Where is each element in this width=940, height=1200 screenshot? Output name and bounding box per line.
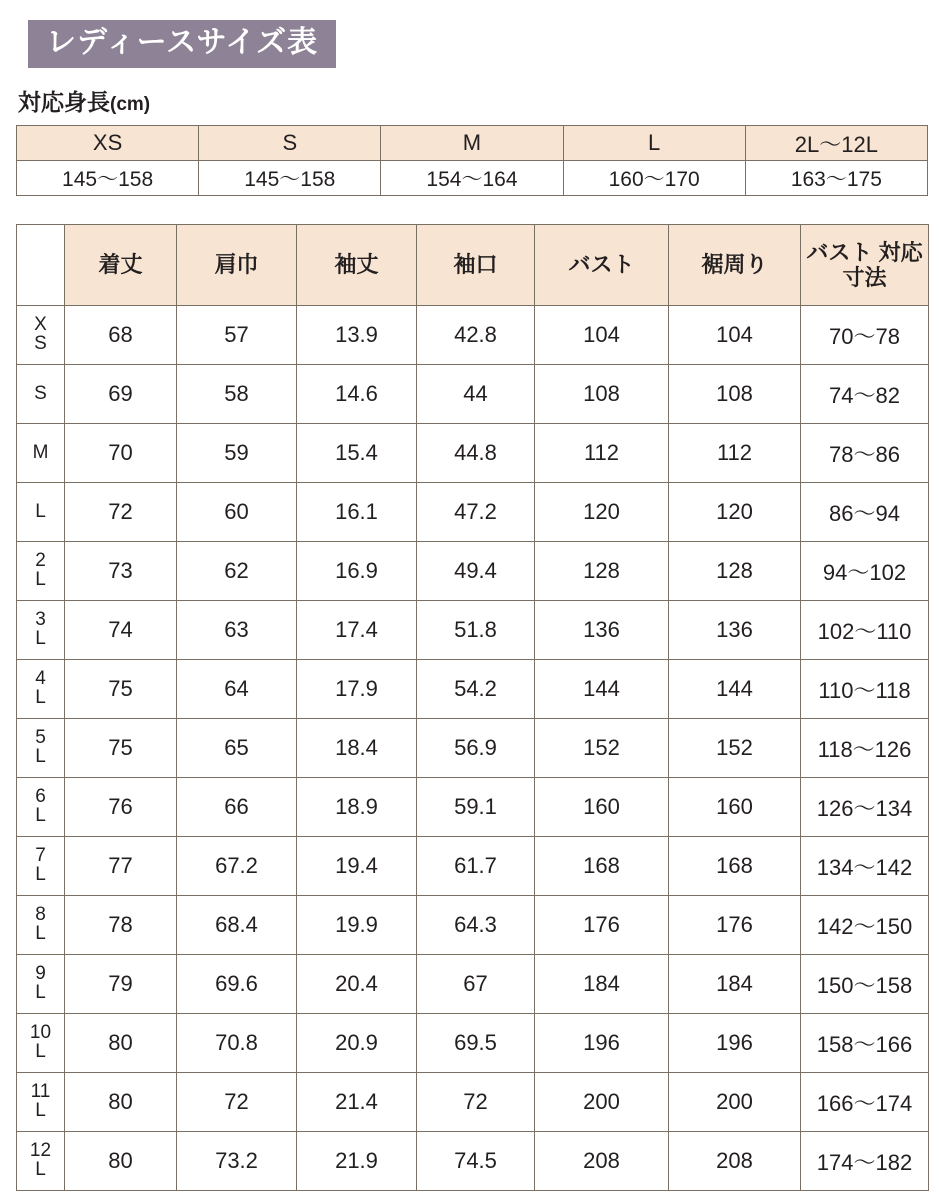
cell-hem: 160 [669, 778, 801, 837]
row-size-label [17, 660, 65, 719]
cell-shoulder: 64 [177, 660, 297, 719]
height-table-value-row [17, 161, 928, 196]
cell-length: 80 [65, 1132, 177, 1191]
cell-cuff: 44 [417, 365, 535, 424]
row-size-label-line1: 6 [35, 786, 46, 808]
row-size-label [17, 837, 65, 896]
row-size-label [17, 306, 65, 365]
cell-length: 69 [65, 365, 177, 424]
cell-hem: 208 [669, 1132, 801, 1191]
cell-length: 74 [65, 601, 177, 660]
cell-shoulder: 72 [177, 1073, 297, 1132]
cell-shoulder: 70.8 [177, 1014, 297, 1073]
cell-sleeve-length: 15.4 [297, 424, 417, 483]
cell-hem: 196 [669, 1014, 801, 1073]
row-size-label [17, 542, 65, 601]
table-row [17, 837, 929, 896]
cell-bust-fit-range: 110〜118 [801, 660, 929, 719]
cell-shoulder: 65 [177, 719, 297, 778]
cell-bust-fit-range: 102〜110 [801, 601, 929, 660]
cell-length: 72 [65, 483, 177, 542]
table-row [17, 1073, 929, 1132]
cell-bust: 108 [535, 365, 669, 424]
table-row [17, 719, 929, 778]
cell-bust-fit-range: 158〜166 [801, 1014, 929, 1073]
cell-sleeve-length: 17.9 [297, 660, 417, 719]
cell-sleeve-length: 16.9 [297, 542, 417, 601]
measurement-corner-cell [17, 225, 65, 306]
cell-shoulder: 67.2 [177, 837, 297, 896]
cell-hem: 128 [669, 542, 801, 601]
cell-bust: 104 [535, 306, 669, 365]
height-value-l: 160〜170 [563, 161, 745, 196]
row-size-label-line2: L [35, 1041, 46, 1062]
cell-bust: 128 [535, 542, 669, 601]
height-value-2l-12l: 163〜175 [745, 161, 927, 196]
table-row [17, 365, 929, 424]
col-header-bust-fit-range-line2: 対応寸法 [842, 239, 923, 290]
cell-hem: 152 [669, 719, 801, 778]
row-size-label [17, 601, 65, 660]
cell-hem: 184 [669, 955, 801, 1014]
cell-shoulder: 63 [177, 601, 297, 660]
cell-cuff: 74.5 [417, 1132, 535, 1191]
cell-bust: 176 [535, 896, 669, 955]
cell-bust: 168 [535, 837, 669, 896]
row-size-label-line1: 2 [35, 550, 46, 572]
row-size-label-line1: 10 [29, 1022, 52, 1044]
col-header-hem: 裾周り [669, 225, 801, 306]
cell-length: 79 [65, 955, 177, 1014]
table-row [17, 955, 929, 1014]
cell-shoulder: 57 [177, 306, 297, 365]
row-size-label-line1: 8 [35, 904, 46, 926]
cell-cuff: 47.2 [417, 483, 535, 542]
cell-hem: 136 [669, 601, 801, 660]
row-size-label-line2: L [35, 628, 46, 649]
measurement-table [16, 224, 929, 1191]
cell-cuff: 67 [417, 955, 535, 1014]
cell-length: 78 [65, 896, 177, 955]
cell-bust: 160 [535, 778, 669, 837]
table-row [17, 601, 929, 660]
cell-length: 77 [65, 837, 177, 896]
cell-bust: 152 [535, 719, 669, 778]
height-table [16, 125, 928, 196]
cell-sleeve-length: 13.9 [297, 306, 417, 365]
height-section-heading [18, 84, 926, 117]
row-size-label [17, 778, 65, 837]
cell-hem: 168 [669, 837, 801, 896]
cell-cuff: 42.8 [417, 306, 535, 365]
table-row [17, 424, 929, 483]
cell-cuff: 64.3 [417, 896, 535, 955]
cell-sleeve-length: 18.9 [297, 778, 417, 837]
cell-cuff: 51.8 [417, 601, 535, 660]
cell-hem: 112 [669, 424, 801, 483]
table-row [17, 306, 929, 365]
cell-sleeve-length: 20.4 [297, 955, 417, 1014]
cell-cuff: 49.4 [417, 542, 535, 601]
row-size-label-line1: 5 [35, 727, 46, 749]
cell-sleeve-length: 18.4 [297, 719, 417, 778]
row-size-label-line2: L [35, 864, 46, 885]
height-col-m: M [381, 126, 563, 161]
col-header-length: 着丈 [65, 225, 177, 306]
cell-bust-fit-range: 126〜134 [801, 778, 929, 837]
cell-cuff: 44.8 [417, 424, 535, 483]
cell-cuff: 54.2 [417, 660, 535, 719]
cell-shoulder: 58 [177, 365, 297, 424]
table-row [17, 483, 929, 542]
cell-bust: 184 [535, 955, 669, 1014]
cell-shoulder: 60 [177, 483, 297, 542]
cell-shoulder: 69.6 [177, 955, 297, 1014]
col-header-bust-fit-range-line1: バスト [806, 239, 873, 265]
cell-bust: 208 [535, 1132, 669, 1191]
cell-bust-fit-range: 174〜182 [801, 1132, 929, 1191]
cell-hem: 144 [669, 660, 801, 719]
cell-bust: 136 [535, 601, 669, 660]
cell-length: 68 [65, 306, 177, 365]
cell-cuff: 72 [417, 1073, 535, 1132]
row-size-label-line2: L [35, 805, 46, 826]
cell-hem: 176 [669, 896, 801, 955]
cell-shoulder: 73.2 [177, 1132, 297, 1191]
height-value-xs: 145〜158 [17, 161, 199, 196]
row-size-label-line2: L [35, 569, 46, 590]
row-size-label [17, 483, 65, 542]
cell-shoulder: 68.4 [177, 896, 297, 955]
height-col-xs: XS [17, 126, 199, 161]
row-size-label-line2: L [35, 1159, 46, 1180]
table-row [17, 778, 929, 837]
height-section-heading-text: 対応身長 [18, 89, 110, 115]
row-size-label-line1: 3 [35, 609, 46, 631]
cell-bust-fit-range: 142〜150 [801, 896, 929, 955]
height-col-s: S [199, 126, 381, 161]
cell-sleeve-length: 17.4 [297, 601, 417, 660]
cell-sleeve-length: 14.6 [297, 365, 417, 424]
height-table-header-row [17, 126, 928, 161]
cell-cuff: 69.5 [417, 1014, 535, 1073]
row-size-label-line2: L [35, 982, 46, 1003]
cell-sleeve-length: 19.9 [297, 896, 417, 955]
cell-sleeve-length: 19.4 [297, 837, 417, 896]
cell-sleeve-length: 20.9 [297, 1014, 417, 1073]
cell-sleeve-length: 21.4 [297, 1073, 417, 1132]
measurement-header-row [17, 225, 929, 306]
row-size-label-line1: 12 [29, 1140, 52, 1162]
row-size-label-line2: S [34, 333, 47, 354]
cell-hem: 120 [669, 483, 801, 542]
table-row [17, 896, 929, 955]
cell-length: 70 [65, 424, 177, 483]
row-size-label-line2: L [35, 746, 46, 767]
table-row [17, 542, 929, 601]
cell-cuff: 59.1 [417, 778, 535, 837]
col-header-sleeve-length: 袖丈 [297, 225, 417, 306]
cell-bust-fit-range: 134〜142 [801, 837, 929, 896]
cell-hem: 108 [669, 365, 801, 424]
row-size-label [17, 424, 65, 483]
col-header-bust-fit-range [801, 225, 929, 306]
cell-sleeve-length: 21.9 [297, 1132, 417, 1191]
cell-length: 75 [65, 719, 177, 778]
row-size-label [17, 955, 65, 1014]
cell-bust-fit-range: 78〜86 [801, 424, 929, 483]
cell-length: 76 [65, 778, 177, 837]
table-row [17, 660, 929, 719]
page-title: レディースサイズ表 [28, 20, 336, 68]
cell-sleeve-length: 16.1 [297, 483, 417, 542]
table-row [17, 1014, 929, 1073]
cell-bust-fit-range: 118〜126 [801, 719, 929, 778]
height-col-2l-12l: 2L〜12L [745, 126, 927, 161]
row-size-label [17, 1014, 65, 1073]
cell-hem: 104 [669, 306, 801, 365]
row-size-label [17, 719, 65, 778]
height-col-l: L [563, 126, 745, 161]
row-size-label [17, 1073, 65, 1132]
cell-shoulder: 59 [177, 424, 297, 483]
row-size-label-line1: 7 [35, 845, 46, 867]
row-size-label [17, 1132, 65, 1191]
cell-bust-fit-range: 70〜78 [801, 306, 929, 365]
cell-bust-fit-range: 150〜158 [801, 955, 929, 1014]
row-size-label-line1: M [32, 441, 49, 463]
cell-shoulder: 62 [177, 542, 297, 601]
cell-bust: 112 [535, 424, 669, 483]
height-value-m: 154〜164 [381, 161, 563, 196]
cell-length: 80 [65, 1014, 177, 1073]
row-size-label-line1: L [35, 500, 46, 522]
row-size-label-line1: 4 [35, 668, 46, 690]
row-size-label-line1: S [34, 382, 47, 404]
cell-cuff: 61.7 [417, 837, 535, 896]
row-size-label [17, 365, 65, 424]
col-header-bust: バスト [535, 225, 669, 306]
cell-length: 75 [65, 660, 177, 719]
cell-bust-fit-range: 166〜174 [801, 1073, 929, 1132]
row-size-label-line2: L [35, 923, 46, 944]
cell-length: 73 [65, 542, 177, 601]
cell-bust-fit-range: 74〜82 [801, 365, 929, 424]
cell-bust-fit-range: 86〜94 [801, 483, 929, 542]
cell-shoulder: 66 [177, 778, 297, 837]
col-header-shoulder: 肩巾 [177, 225, 297, 306]
row-size-label-line2: L [35, 687, 46, 708]
row-size-label-line1: 11 [30, 1081, 51, 1103]
cell-cuff: 56.9 [417, 719, 535, 778]
cell-bust-fit-range: 94〜102 [801, 542, 929, 601]
cell-bust: 120 [535, 483, 669, 542]
row-size-label-line1: X [34, 314, 47, 336]
height-value-s: 145〜158 [199, 161, 381, 196]
cell-bust: 200 [535, 1073, 669, 1132]
cell-hem: 200 [669, 1073, 801, 1132]
row-size-label-line1: 9 [35, 963, 46, 985]
row-size-label-line2: L [35, 1100, 46, 1121]
cell-length: 80 [65, 1073, 177, 1132]
cell-bust: 196 [535, 1014, 669, 1073]
col-header-cuff: 袖口 [417, 225, 535, 306]
height-section-unit: (cm) [110, 94, 151, 115]
table-row [17, 1132, 929, 1191]
cell-bust: 144 [535, 660, 669, 719]
row-size-label [17, 896, 65, 955]
